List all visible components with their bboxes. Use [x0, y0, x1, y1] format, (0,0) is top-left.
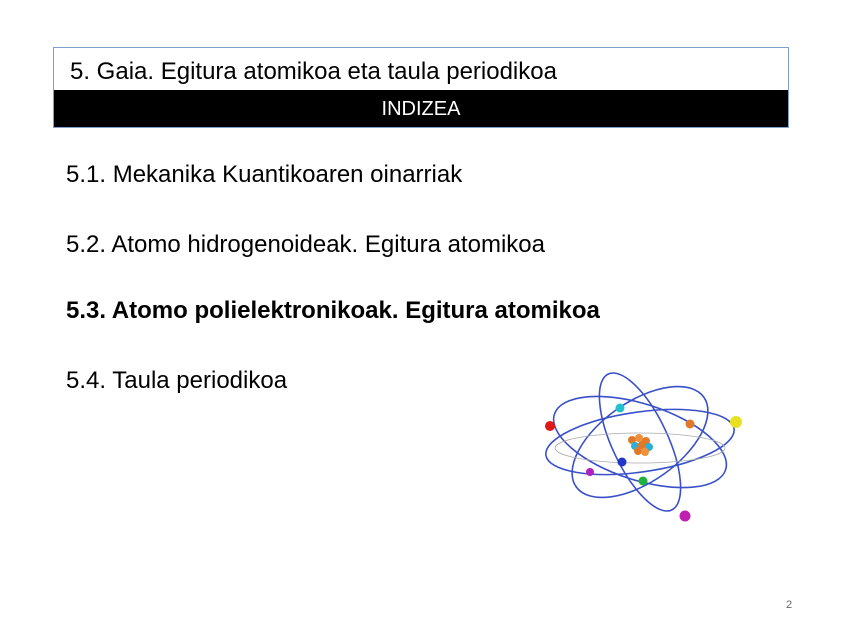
slide-title-box — [53, 47, 789, 90]
index-item-5-4: 5.4. Taula periodikoa — [66, 367, 288, 394]
electrons — [545, 404, 742, 522]
index-label: INDIZEA — [381, 98, 461, 120]
index-item-5-2: 5.2. Atomo hidrogenoideak. Egitura atomikoa — [66, 231, 545, 258]
atom-icon — [540, 370, 755, 530]
index-bar — [53, 90, 789, 128]
nucleus — [628, 434, 653, 456]
index-item-5-3: 5.3. Atomo polielektronikoak. Egitura atomikoa — [66, 297, 600, 324]
slide-title: 5. Gaia. Egitura atomikoa eta taula periodikoa — [70, 58, 557, 85]
index-item-5-1: 5.1. Mekanika Kuantikoaren oinarriak — [66, 161, 463, 188]
page-number: 2 — [786, 599, 793, 611]
